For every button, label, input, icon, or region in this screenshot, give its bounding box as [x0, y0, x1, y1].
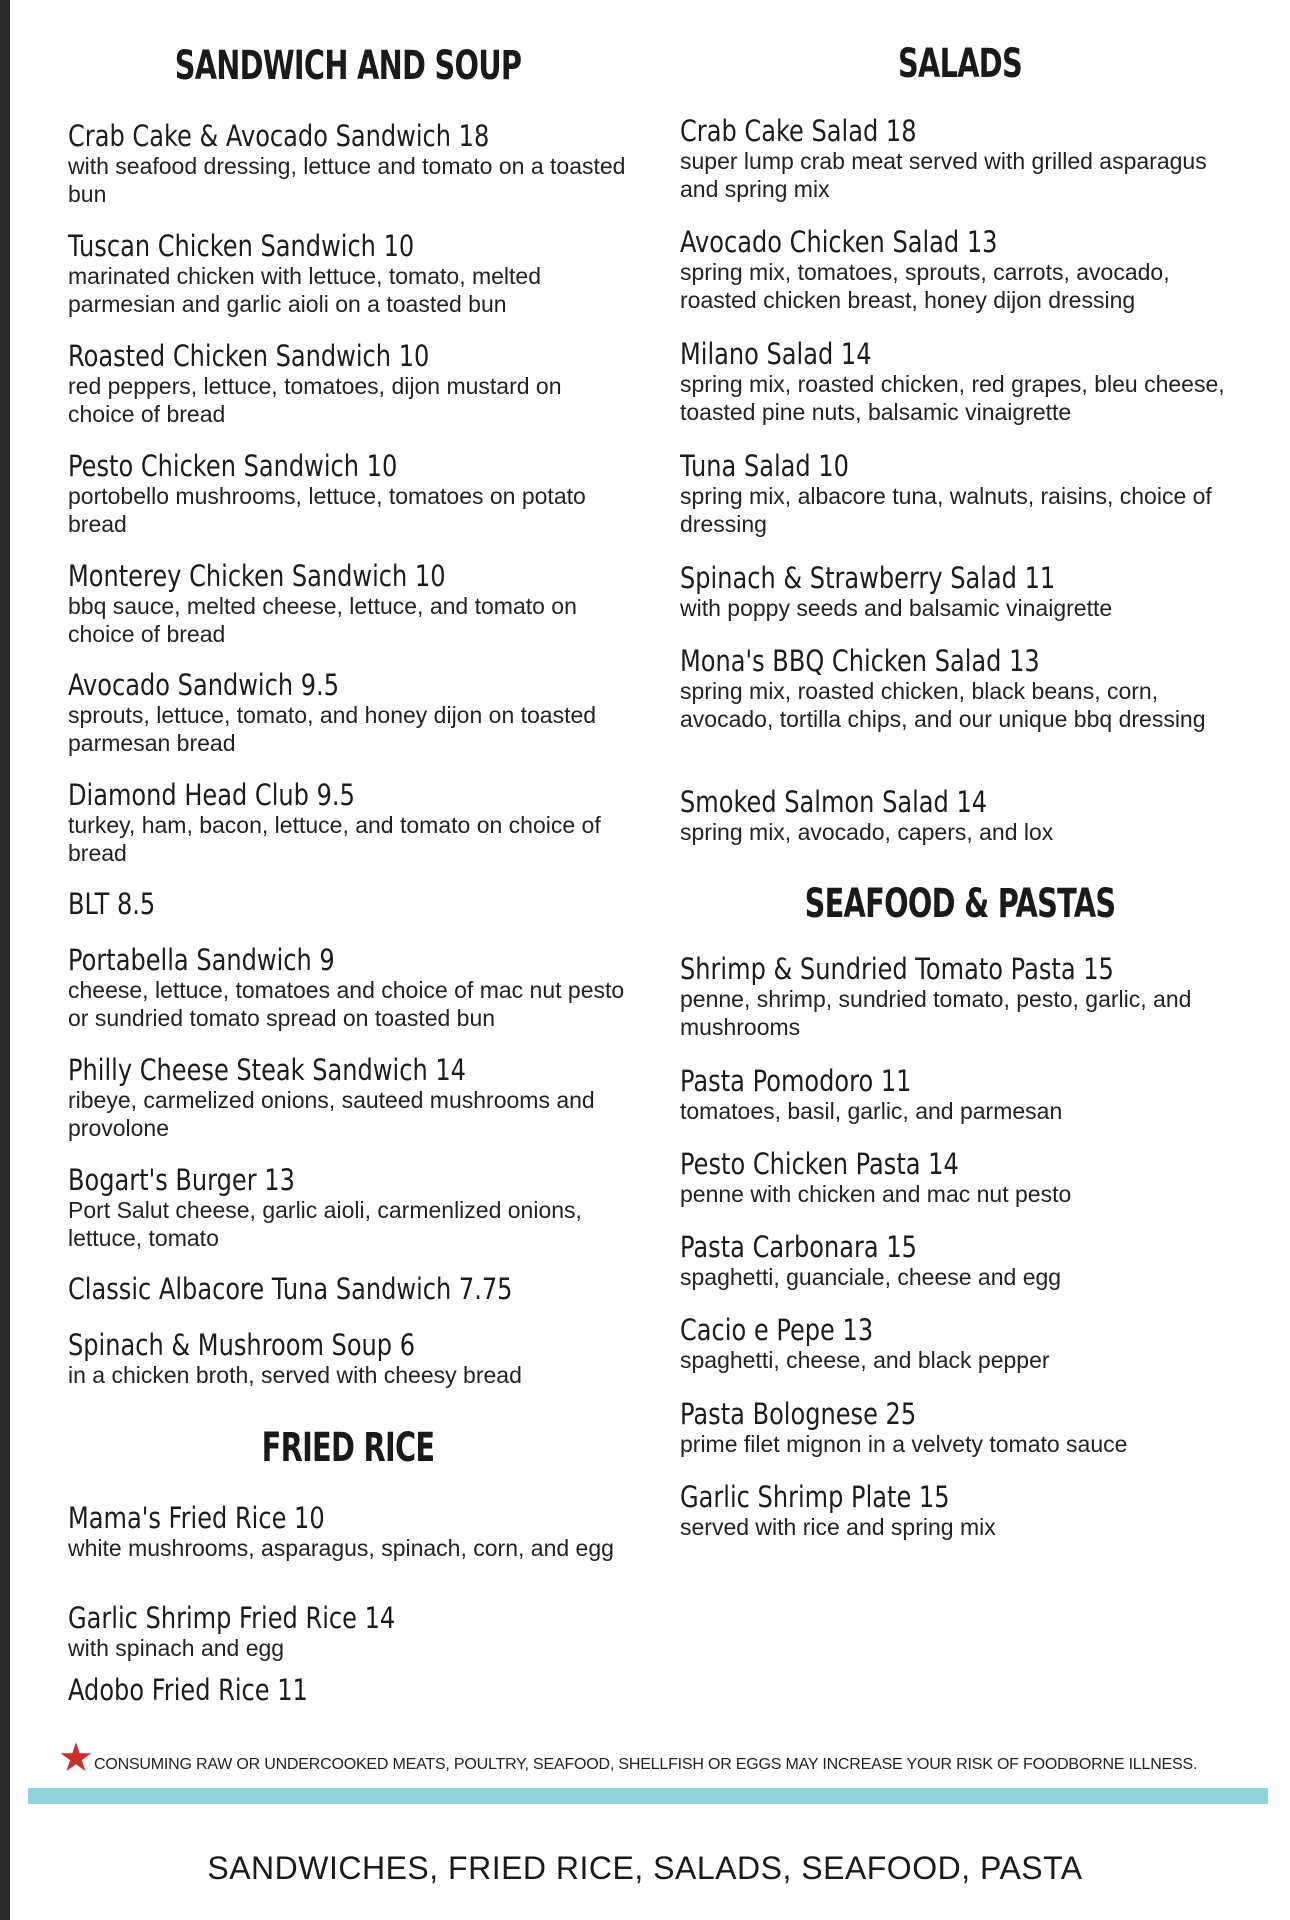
- item-description: spring mix, albacore tuna, walnuts, raisins, choice of dressing: [680, 483, 1212, 537]
- item-name: Mona's BBQ Chicken Salad 13: [680, 644, 1040, 678]
- item-name: Diamond Head Club 9.5: [68, 778, 355, 812]
- item-name: Monterey Chicken Sandwich 10: [68, 559, 446, 593]
- item-description: portobello mushrooms, lettuce, tomatoes on potato bread: [68, 483, 586, 537]
- item-description: spring mix, tomatoes, sprouts, carrots, avocado, roasted chicken breast, honey dijon dressing: [680, 259, 1170, 313]
- menu-item: [680, 450, 1250, 538]
- item-name: Classic Albacore Tuna Sandwich 7.75: [68, 1272, 513, 1306]
- item-description: bbq sauce, melted cheese, lettuce, and tomato on choice of bread: [68, 593, 577, 647]
- menu-item: [680, 1314, 1250, 1374]
- menu-item: [680, 1148, 1250, 1208]
- item-name: Portabella Sandwich 9: [68, 943, 335, 977]
- menu-item: [68, 1054, 628, 1142]
- page-edge-shadow: [0, 0, 10, 1920]
- footer-summary: SANDWICHES, FRIED RICE, SALADS, SEAFOOD, PASTA: [207, 1850, 1083, 1886]
- menu-item: [68, 1164, 628, 1252]
- item-name: Tuscan Chicken Sandwich 10: [68, 229, 415, 263]
- menu-item: [680, 953, 1250, 1041]
- item-description: served with rice and spring mix: [680, 1514, 996, 1540]
- item-name: Pasta Bolognese 25: [680, 1397, 917, 1431]
- section-title-salads: SALADS: [897, 41, 1022, 87]
- item-name: Spinach & Strawberry Salad 11: [680, 561, 1056, 595]
- star-icon: ★: [58, 1735, 94, 1781]
- item-name: Pesto Chicken Pasta 14: [680, 1147, 959, 1181]
- menu-item: [680, 1231, 1250, 1291]
- item-description: spring mix, avocado, capers, and lox: [680, 819, 1054, 845]
- food-safety-notice: [58, 1735, 1278, 1781]
- item-name: Adobo Fried Rice 11: [68, 1673, 308, 1707]
- menu-item: [68, 669, 628, 757]
- item-description: red peppers, lettuce, tomatoes, dijon mustard on choice of bread: [68, 373, 562, 427]
- menu-item: [680, 1481, 1250, 1541]
- notice-text: CONSUMING RAW OR UNDERCOOKED MEATS, POULTRY, SEAFOOD, SHELLFISH OR EGGS MAY INCREASE YOUR RISK OF FOODBORNE ILLNESS.: [94, 1756, 1198, 1773]
- item-name: Smoked Salmon Salad 14: [680, 785, 988, 819]
- menu-item: [680, 1398, 1250, 1458]
- menu-item: [68, 1674, 628, 1706]
- item-description: turkey, ham, bacon, lettuce, and tomato on choice of bread: [68, 812, 601, 866]
- item-name: Bogart's Burger 13: [68, 1163, 295, 1197]
- item-description: tomatoes, basil, garlic, and parmesan: [680, 1098, 1063, 1124]
- menu-item: [68, 1329, 628, 1389]
- item-name: Crab Cake & Avocado Sandwich 18: [68, 119, 490, 153]
- section-title-sandwich-and-soup: SANDWICH AND SOUP: [174, 43, 522, 89]
- item-name: Cacio e Pepe 13: [680, 1313, 874, 1347]
- item-description: sprouts, lettuce, tomato, and honey dijon on toasted parmesan bread: [68, 702, 597, 756]
- item-name: Roasted Chicken Sandwich 10: [68, 339, 430, 373]
- menu-item: [680, 645, 1250, 733]
- menu-item: [68, 1602, 628, 1662]
- menu-item: [680, 786, 1250, 846]
- section-title-seafood-pastas: SEAFOOD & PASTAS: [804, 881, 1116, 927]
- menu-item: [68, 340, 628, 428]
- menu-item: [680, 1065, 1250, 1125]
- menu-item: [68, 888, 628, 920]
- menu-item: [680, 338, 1250, 426]
- item-description: spring mix, roasted chicken, red grapes, bleu cheese, toasted pine nuts, balsamic vinaigrette: [680, 371, 1225, 425]
- item-description: in a chicken broth, served with cheesy bread: [68, 1362, 522, 1388]
- item-description: penne, shrimp, sundried tomato, pesto, garlic, and mushrooms: [680, 986, 1192, 1040]
- item-name: Pesto Chicken Sandwich 10: [68, 449, 398, 483]
- menu-item: [68, 450, 628, 538]
- item-description: with poppy seeds and balsamic vinaigrette: [680, 595, 1113, 621]
- menu-item: [68, 230, 628, 318]
- item-name: Avocado Sandwich 9.5: [68, 668, 340, 702]
- item-description: prime filet mignon in a velvety tomato sauce: [680, 1431, 1128, 1457]
- item-description: super lump crab meat served with grilled asparagus and spring mix: [680, 148, 1207, 202]
- item-name: Spinach & Mushroom Soup 6: [68, 1328, 416, 1362]
- item-description: marinated chicken with lettuce, tomato, melted parmesian and garlic aioli on a toasted bun: [68, 263, 542, 317]
- menu-item: [68, 779, 628, 867]
- section-title-fried-rice: FRIED RICE: [261, 1425, 435, 1471]
- item-name: BLT 8.5: [68, 887, 156, 921]
- accent-divider: [28, 1788, 1268, 1804]
- item-name: Pasta Carbonara 15: [680, 1230, 917, 1264]
- menu-item: [68, 1502, 628, 1562]
- item-description: cheese, lettuce, tomatoes and choice of mac nut pesto or sundried tomato spread on toasted bun: [68, 977, 625, 1031]
- item-description: Port Salut cheese, garlic aioli, carmenlized onions, lettuce, tomato: [68, 1197, 582, 1251]
- item-name: Shrimp & Sundried Tomato Pasta 15: [680, 952, 1114, 986]
- item-name: Mama's Fried Rice 10: [68, 1501, 325, 1535]
- item-name: Garlic Shrimp Plate 15: [680, 1480, 950, 1514]
- menu-item: [68, 120, 628, 208]
- menu-item: [680, 226, 1250, 314]
- item-name: Philly Cheese Steak Sandwich 14: [68, 1053, 466, 1087]
- item-name: Garlic Shrimp Fried Rice 14: [68, 1601, 396, 1635]
- item-name: Pasta Pomodoro 11: [680, 1064, 912, 1098]
- item-name: Crab Cake Salad 18: [680, 114, 917, 148]
- menu-item: [680, 562, 1250, 622]
- menu-item: [68, 944, 628, 1032]
- item-name: Milano Salad 14: [680, 337, 872, 371]
- item-description: spring mix, roasted chicken, black beans, corn, avocado, tortilla chips, and our unique bbq dressing: [680, 678, 1206, 732]
- item-description: white mushrooms, asparagus, spinach, corn, and egg: [68, 1535, 614, 1561]
- item-description: spaghetti, guanciale, cheese and egg: [680, 1264, 1062, 1290]
- item-description: with seafood dressing, lettuce and tomato on a toasted bun: [68, 153, 626, 207]
- item-name: Avocado Chicken Salad 13: [680, 225, 998, 259]
- item-description: spaghetti, cheese, and black pepper: [680, 1347, 1050, 1373]
- item-description: penne with chicken and mac nut pesto: [680, 1181, 1072, 1207]
- item-description: ribeye, carmelized onions, sauteed mushrooms and provolone: [68, 1087, 595, 1141]
- item-name: Tuna Salad 10: [680, 449, 849, 483]
- menu-item: [68, 1273, 628, 1305]
- item-description: with spinach and egg: [68, 1635, 285, 1661]
- menu-item: [68, 560, 628, 648]
- menu-item: [680, 115, 1250, 203]
